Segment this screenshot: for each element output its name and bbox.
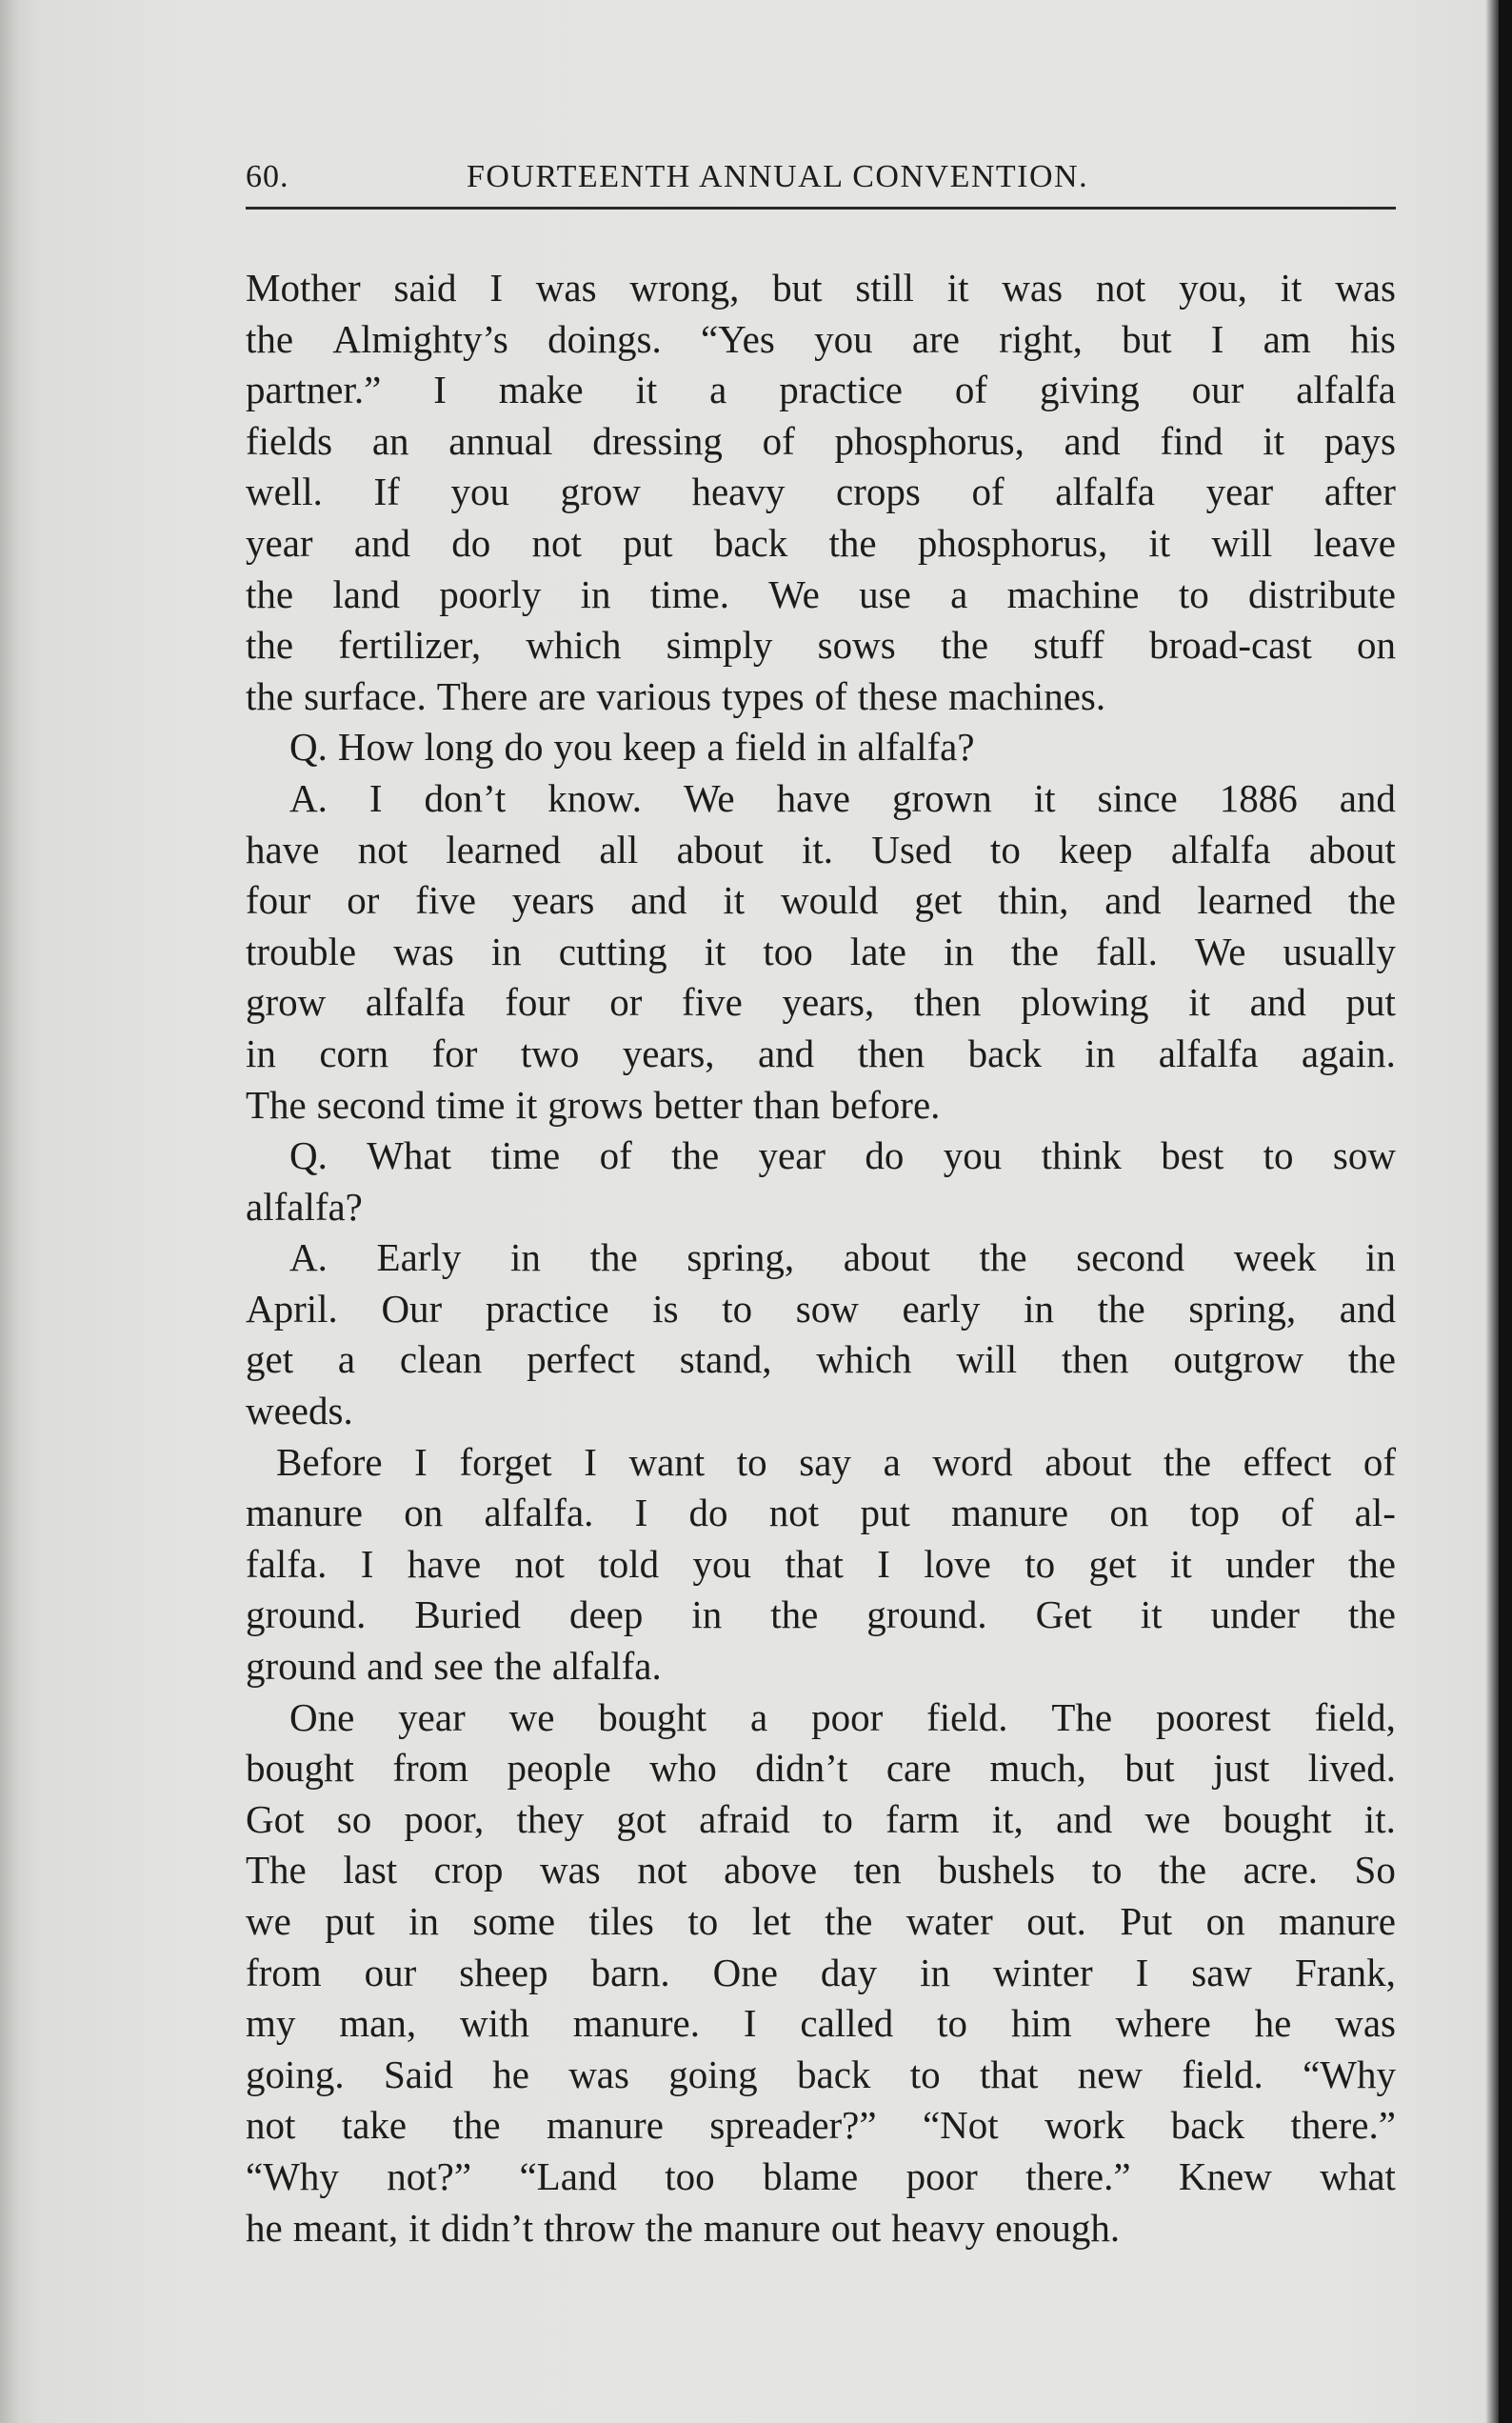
page-header — [246, 155, 1396, 212]
text-line: Q. What time of the year do you think best to sow — [289, 1133, 1396, 1178]
text-line: manure on alfalfa. I do not put manure on top of al- — [246, 1491, 1396, 1535]
text-line: Mother said I was wrong, but still it was not you, it was — [246, 266, 1396, 310]
text-line: trouble was in cutting it too late in the fall. We usually — [246, 929, 1396, 973]
text-line: the Almighty’s doings. “Yes you are right, but I am his — [246, 316, 1396, 361]
text-line: One year we bought a poor field. The poorest field, — [289, 1694, 1396, 1739]
text-line: “Why not?” “Land too blame poor there.” Knew what — [246, 2153, 1396, 2198]
text-line: the surface. There are various types of these machines. — [246, 673, 1106, 718]
paragraph — [246, 1131, 1396, 1232]
text-line: going. Said he was going back to that new field. “Why — [246, 2052, 1396, 2096]
paragraph — [246, 773, 1396, 1131]
paragraph — [246, 1692, 1396, 2254]
text-line: A. I don’t know. We have grown it since 1886 and — [289, 775, 1396, 820]
text-line: the fertilizer, which simply sows the stuff broad-cast on — [246, 623, 1396, 668]
text-line: weeds. — [246, 1389, 353, 1433]
header-rule — [246, 207, 1396, 210]
text-line: Before I forget I want to say a word about the effect of — [276, 1439, 1396, 1484]
page-gutter-shadow — [0, 0, 21, 2423]
text-line: he meant, it didn’t throw the manure out heavy enough. — [246, 2205, 1121, 2250]
paragraph — [246, 1437, 1396, 1692]
text-line: partner.” I make it a practice of giving our alfalfa — [246, 368, 1396, 412]
scan-edge — [1499, 0, 1512, 2423]
paragraph — [246, 1232, 1396, 1436]
text-line: The last crop was not above ten bushels to the acre. So — [246, 1848, 1396, 1892]
paragraph — [246, 722, 1396, 773]
text-line: not take the manure spreader?” “Not work back there.” — [246, 2103, 1396, 2148]
text-line: four or five years and it would get thin, and learned the — [246, 878, 1396, 923]
text-line: Q. How long do you keep a field in alfalfa? — [289, 725, 975, 770]
text-line: Got so poor, they got afraid to farm it, and we bought it. — [246, 1796, 1396, 1841]
text-line: The second time it grows better than before. — [246, 1082, 941, 1127]
text-line: ground and see the alfalfa. — [246, 1644, 662, 1689]
text-line: have not learned all about it. Used to keep alfalfa about — [246, 827, 1396, 871]
text-line: get a clean perfect stand, which will then outgrow the — [246, 1337, 1396, 1382]
text-line: year and do not put back the phosphorus, it will leave — [246, 520, 1396, 565]
text-line: falfa. I have not told you that I love to get it under the — [246, 1541, 1396, 1586]
text-line: A. Early in the spring, about the second week in — [289, 1235, 1396, 1280]
text-line: in corn for two years, and then back in alfalfa again. — [246, 1031, 1396, 1075]
running-head: FOURTEENTH ANNUAL CONVENTION. — [467, 159, 1089, 194]
text-line: we put in some tiles to let the water out. Put on manure — [246, 1899, 1396, 1943]
text-line: my man, with manure. I called to him where he was — [246, 2001, 1396, 2046]
text-line: fields an annual dressing of phosphorus, and find it pays — [246, 418, 1396, 463]
body-text — [246, 263, 1396, 2253]
text-line: the land poorly in time. We use a machine to distribute — [246, 571, 1396, 616]
text-line: bought from people who didn’t care much, but just lived. — [246, 1746, 1396, 1791]
text-line: alfalfa? — [246, 1184, 363, 1229]
text-line: well. If you grow heavy crops of alfalfa year after — [246, 470, 1396, 514]
text-line: grow alfalfa four or five years, then plowing it and put — [246, 980, 1396, 1025]
text-line: April. Our practice is to sow early in the spring, and — [246, 1286, 1396, 1331]
text-line: from our sheep barn. One day in winter I saw Frank, — [246, 1950, 1396, 1994]
text-line: ground. Buried deep in the ground. Get it under the — [246, 1592, 1396, 1637]
paragraph — [246, 263, 1396, 722]
page-number: 60. — [246, 159, 289, 194]
